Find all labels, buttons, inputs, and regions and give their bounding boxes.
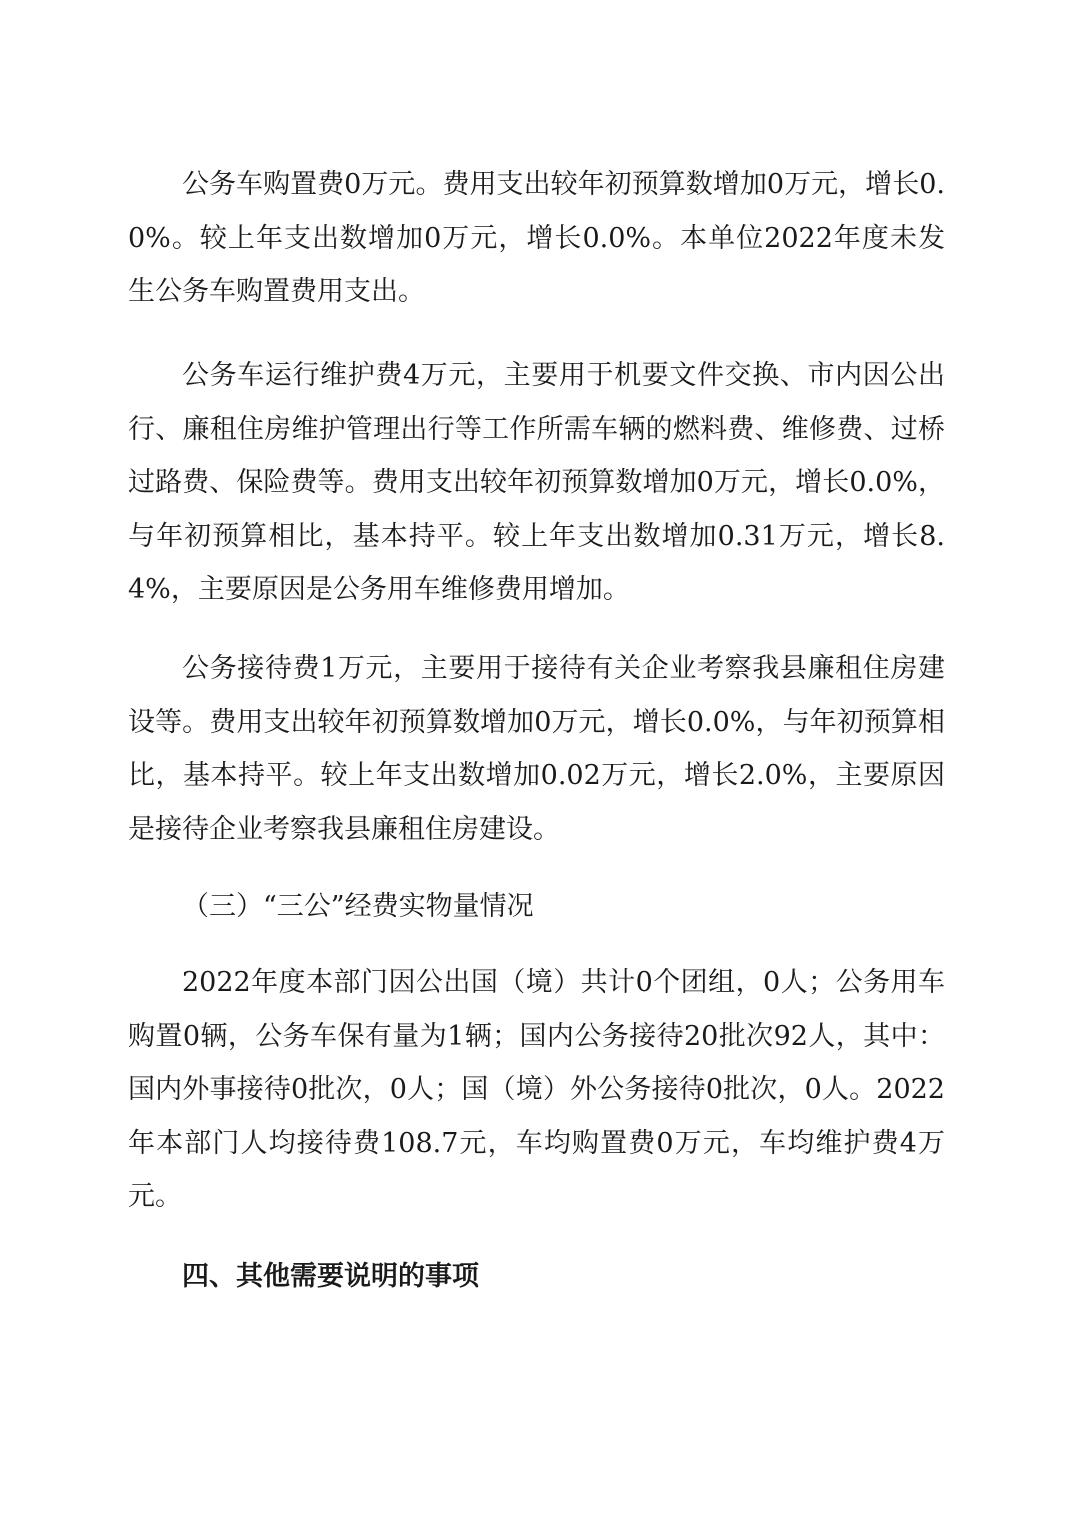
paragraph-car-purchase: 公务车购置费0万元。费用支出较年初预算数增加0万元，增长0.0%。较上年支出数增加0万元，增长0.0%。本单位2022年度未发生公务车购置费用支出。 <box>128 169 945 307</box>
paragraph-reception: 公务接待费1万元，主要用于接待有关企业考察我县廉租住房建设等。费用支出较年初预算数增加0万元，增长0.0%，与年初预算相比，基本持平。较上年支出数增加0.02万元，增长2.0%，主要原因是接待企业考察我县廉租住房建设。 <box>128 653 945 845</box>
section-heading: 四、其他需要说明的事项 <box>182 1261 479 1292</box>
subsection-heading: （三）“三公”经费实物量情况 <box>182 891 534 922</box>
paragraph-physical-quantity: 2022年度本部门因公出国（境）共计0个团组，0人；公务用车购置0辆，公务车保有量为1辆；国内公务接待20批次92人，其中：国内外事接待0批次，0人；国（境）外公务接待0批次，0人。2022年本部门人均接待费108.7元，车均购置费0万元，车均维护费4万元。 <box>128 967 945 1212</box>
paragraph-car-maintenance: 公务车运行维护费4万元，主要用于机要文件交换、市内因公出行、廉租住房维护管理出行等工作所需车辆的燃料费、维修费、过桥过路费、保险费等。费用支出较年初预算数增加0万元，增长0.0%，与年初预算相比，基本持平。较上年支出数增加0.31万元，增长8.4%，主要原因是公务用车维修费用增加。 <box>128 360 945 605</box>
